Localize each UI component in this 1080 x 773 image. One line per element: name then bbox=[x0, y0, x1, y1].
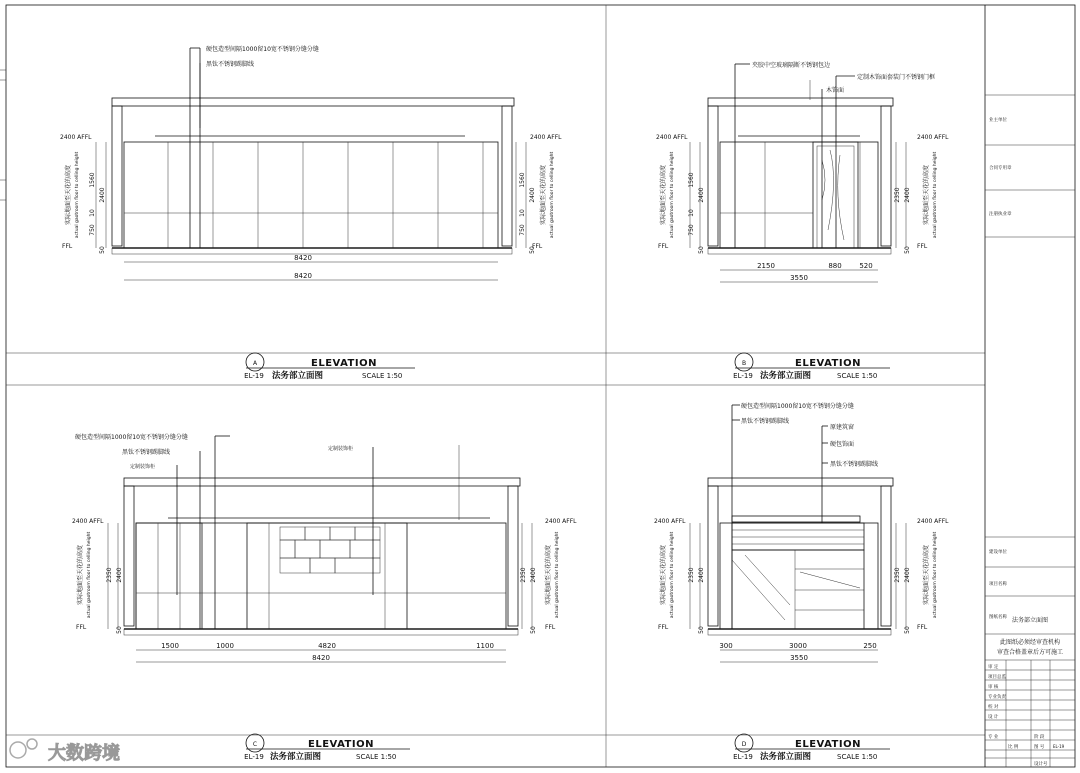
svg-text:750: 750 bbox=[688, 224, 695, 236]
svg-text:实际地面至天花的高度: 实际地面至天花的高度 bbox=[65, 164, 72, 226]
window-d bbox=[732, 523, 864, 550]
svg-text:actual gaotroom floor to celli: actual gaotroom floor to celling height bbox=[555, 531, 560, 619]
svg-text:FFL: FFL bbox=[658, 243, 669, 250]
title-block bbox=[985, 5, 1075, 767]
svg-text:2400: 2400 bbox=[530, 567, 537, 583]
scale-a: SCALE 1:50 bbox=[362, 372, 403, 380]
svg-text:3550: 3550 bbox=[790, 654, 808, 662]
watermark bbox=[10, 739, 120, 764]
svg-text:实际地面至天花的高度: 实际地面至天花的高度 bbox=[77, 544, 84, 606]
svg-text:50: 50 bbox=[698, 246, 705, 254]
svg-text:1560: 1560 bbox=[89, 172, 96, 188]
svg-text:actual gaotroom floor to celli: actual gaotroom floor to celling height bbox=[670, 151, 675, 239]
scale-d: SCALE 1:50 bbox=[837, 753, 878, 761]
note-d-4: 硬包饰面 bbox=[830, 441, 855, 448]
svg-text:实际地面至天花的高度: 实际地面至天花的高度 bbox=[660, 164, 667, 226]
panel-d bbox=[654, 402, 949, 762]
svg-text:2400: 2400 bbox=[904, 567, 911, 583]
cabinet-c-center bbox=[247, 523, 407, 629]
svg-text:50: 50 bbox=[529, 246, 536, 254]
svg-text:880: 880 bbox=[828, 262, 842, 270]
level-top-a-left: 2400 AFFL bbox=[60, 134, 92, 141]
note-c-1: 硬包造型间隔1000留10宽不锈钢分缝分缝 bbox=[75, 434, 188, 441]
svg-text:750: 750 bbox=[89, 224, 96, 236]
svg-text:B: B bbox=[741, 360, 747, 367]
svg-text:10: 10 bbox=[89, 209, 96, 217]
svg-text:750: 750 bbox=[519, 224, 526, 236]
svg-text:图 号: 图 号 bbox=[1034, 745, 1045, 750]
svg-text:2400 AFFL: 2400 AFFL bbox=[656, 134, 688, 141]
scale-c: SCALE 1:50 bbox=[356, 753, 397, 761]
svg-text:EL-19: EL-19 bbox=[244, 753, 264, 761]
elevation-d-wall bbox=[720, 523, 878, 629]
svg-text:1500: 1500 bbox=[161, 642, 179, 650]
title-a: ELEVATION bbox=[311, 358, 377, 369]
svg-text:520: 520 bbox=[859, 262, 873, 270]
svg-text:项目名称: 项目名称 bbox=[989, 582, 1007, 587]
svg-text:2400: 2400 bbox=[904, 187, 911, 203]
svg-text:C: C bbox=[252, 741, 258, 748]
note-a-2: 黑钛不锈钢踢脚线 bbox=[206, 61, 255, 68]
svg-text:合同专用章: 合同专用章 bbox=[989, 166, 1012, 171]
elevation-c-wall bbox=[136, 523, 506, 629]
svg-text:EL-19: EL-19 bbox=[733, 753, 753, 761]
svg-text:实际地面至天花的高度: 实际地面至天花的高度 bbox=[923, 164, 930, 226]
svg-text:FFL: FFL bbox=[532, 243, 543, 250]
svg-text:实际地面至天花的高度: 实际地面至天花的高度 bbox=[545, 544, 552, 606]
svg-text:10: 10 bbox=[688, 209, 695, 217]
svg-text:2400 AFFL: 2400 AFFL bbox=[72, 518, 104, 525]
note-c-3: 定制装饰柜 bbox=[130, 464, 156, 470]
svg-text:1560: 1560 bbox=[688, 172, 695, 188]
svg-text:2400: 2400 bbox=[116, 567, 123, 583]
svg-text:2400: 2400 bbox=[529, 187, 536, 203]
title-b: ELEVATION bbox=[795, 358, 861, 369]
svg-text:EL-19: EL-19 bbox=[244, 372, 264, 380]
svg-text:审 核: 审 核 bbox=[988, 685, 999, 690]
svg-text:50: 50 bbox=[904, 626, 911, 634]
svg-text:2400: 2400 bbox=[99, 187, 106, 203]
svg-text:实际地面至天花的高度: 实际地面至天花的高度 bbox=[660, 544, 667, 606]
svg-text:审查合格盖章后方可施工: 审查合格盖章后方可施工 bbox=[996, 649, 1064, 656]
door-b bbox=[813, 142, 858, 248]
svg-text:FFL: FFL bbox=[917, 243, 928, 250]
elevation-b-wall bbox=[720, 142, 878, 248]
subtitle-c: 法务部立面图 bbox=[270, 752, 322, 762]
title-d: ELEVATION bbox=[795, 739, 861, 750]
panel-c bbox=[72, 433, 577, 762]
dim-a-1: 8420 bbox=[294, 254, 312, 262]
svg-text:2400 AFFL: 2400 AFFL bbox=[654, 518, 686, 525]
note-c-2: 黑钛不锈钢踢脚线 bbox=[122, 449, 171, 456]
note-d-5: 黑钛不锈钢踢脚线 bbox=[830, 461, 879, 468]
svg-text:250: 250 bbox=[863, 642, 877, 650]
svg-text:actual gaotroom floor to celli: actual gaotroom floor to celling height bbox=[87, 531, 92, 619]
note-c-4: 定制装饰柜 bbox=[328, 446, 354, 452]
svg-text:1000: 1000 bbox=[216, 642, 234, 650]
svg-text:2400 AFFL: 2400 AFFL bbox=[917, 134, 949, 141]
svg-text:EL-19: EL-19 bbox=[1053, 744, 1065, 749]
svg-text:2400 AFFL: 2400 AFFL bbox=[545, 518, 577, 525]
note-a-1: 硬包造型间隔1000留10宽不锈钢分缝分缝 bbox=[206, 46, 319, 53]
svg-text:actual gaotroom floor to celli: actual gaotroom floor to celling height bbox=[933, 531, 938, 619]
svg-text:此图纸必须经审查机构: 此图纸必须经审查机构 bbox=[999, 639, 1061, 646]
svg-text:图纸名称: 图纸名称 bbox=[989, 615, 1007, 620]
svg-text:设 计: 设 计 bbox=[988, 715, 999, 720]
elevation-a-wall bbox=[124, 142, 498, 248]
svg-text:阶 段: 阶 段 bbox=[1034, 735, 1045, 740]
title-c: ELEVATION bbox=[308, 739, 374, 750]
svg-text:专业负责: 专业负责 bbox=[988, 695, 1006, 700]
svg-text:50: 50 bbox=[530, 626, 537, 634]
subtitle-d: 法务部立面图 bbox=[760, 752, 812, 762]
svg-text:actual gaotroom floor to celli: actual gaotroom floor to celling height bbox=[670, 531, 675, 619]
svg-text:A: A bbox=[252, 360, 258, 367]
svg-text:建设单位: 建设单位 bbox=[989, 550, 1007, 555]
drawing-name: 法务部立面图 bbox=[1012, 617, 1049, 624]
note-d-2: 黑钛不锈钢踢脚线 bbox=[741, 418, 790, 425]
scale-b: SCALE 1:50 bbox=[837, 372, 878, 380]
svg-text:4820: 4820 bbox=[318, 642, 336, 650]
svg-text:50: 50 bbox=[904, 246, 911, 254]
svg-text:actual gaotroom floor to celli: actual gaotroom floor to celling height bbox=[933, 151, 938, 239]
dim-a-2: 8420 bbox=[294, 272, 312, 280]
svg-text:50: 50 bbox=[116, 626, 123, 634]
svg-text:注册执业章: 注册执业章 bbox=[989, 212, 1012, 217]
svg-text:专 业: 专 业 bbox=[988, 735, 999, 740]
svg-text:实际地面至天花的高度: 实际地面至天花的高度 bbox=[923, 544, 930, 606]
svg-text:FFL: FFL bbox=[917, 624, 928, 631]
svg-text:FFL: FFL bbox=[658, 624, 669, 631]
svg-text:2400: 2400 bbox=[698, 187, 705, 203]
svg-text:3000: 3000 bbox=[789, 642, 807, 650]
svg-text:审 定: 审 定 bbox=[988, 665, 999, 670]
svg-text:10: 10 bbox=[519, 209, 526, 217]
svg-text:2350: 2350 bbox=[106, 567, 113, 583]
subtitle-b: 法务部立面图 bbox=[760, 371, 812, 381]
svg-text:校 对: 校 对 bbox=[988, 705, 999, 710]
watermark-text: 大数跨境 bbox=[48, 743, 120, 764]
svg-text:项目总监: 项目总监 bbox=[988, 675, 1006, 680]
subtitle-a: 法务部立面图 bbox=[272, 371, 324, 381]
panel-b bbox=[656, 61, 949, 381]
svg-text:2150: 2150 bbox=[757, 262, 775, 270]
svg-text:2400: 2400 bbox=[698, 567, 705, 583]
svg-text:2350: 2350 bbox=[688, 567, 695, 583]
svg-text:2350: 2350 bbox=[520, 567, 527, 583]
svg-text:实际地面至天花的高度: 实际地面至天花的高度 bbox=[540, 164, 547, 226]
level-top-a-right: 2400 AFFL bbox=[530, 134, 562, 141]
svg-text:3550: 3550 bbox=[790, 274, 808, 282]
svg-text:EL-19: EL-19 bbox=[733, 372, 753, 380]
svg-text:50: 50 bbox=[99, 246, 106, 254]
svg-text:1100: 1100 bbox=[476, 642, 494, 650]
note-d-3: 原建筑窗 bbox=[830, 424, 855, 431]
note-d-1: 硬包造型间隔1000留10宽不锈钢分缝分缝 bbox=[741, 403, 854, 410]
svg-text:FFL: FFL bbox=[545, 624, 556, 631]
panel-a bbox=[60, 45, 562, 381]
svg-text:50: 50 bbox=[698, 626, 705, 634]
svg-text:8420: 8420 bbox=[312, 654, 330, 662]
svg-text:D: D bbox=[741, 741, 747, 748]
note-b-2: 定制木饰面套装门不锈钢门框 bbox=[857, 74, 936, 81]
svg-text:FFL: FFL bbox=[76, 624, 87, 631]
svg-text:actual gaotroom floor to celli: actual gaotroom floor to celling height bbox=[75, 151, 80, 239]
svg-text:2400 AFFL: 2400 AFFL bbox=[917, 518, 949, 525]
note-b-1: 夹胶中空玻璃隔断不锈钢包边 bbox=[752, 62, 831, 69]
sheet-border bbox=[6, 5, 1075, 767]
svg-text:300: 300 bbox=[719, 642, 733, 650]
svg-text:2350: 2350 bbox=[894, 187, 901, 203]
svg-text:2350: 2350 bbox=[894, 567, 901, 583]
svg-text:1560: 1560 bbox=[519, 172, 526, 188]
svg-text:actual gaotroom floor to celli: actual gaotroom floor to celling height bbox=[550, 151, 555, 239]
svg-text:FFL: FFL bbox=[62, 243, 73, 250]
svg-text:业主单位: 业主单位 bbox=[989, 118, 1007, 123]
note-b-3: 木饰面 bbox=[826, 87, 845, 94]
svg-text:比 例: 比 例 bbox=[1008, 745, 1019, 750]
cabinet-c-left bbox=[136, 523, 202, 629]
svg-text:设计号: 设计号 bbox=[1034, 762, 1048, 767]
